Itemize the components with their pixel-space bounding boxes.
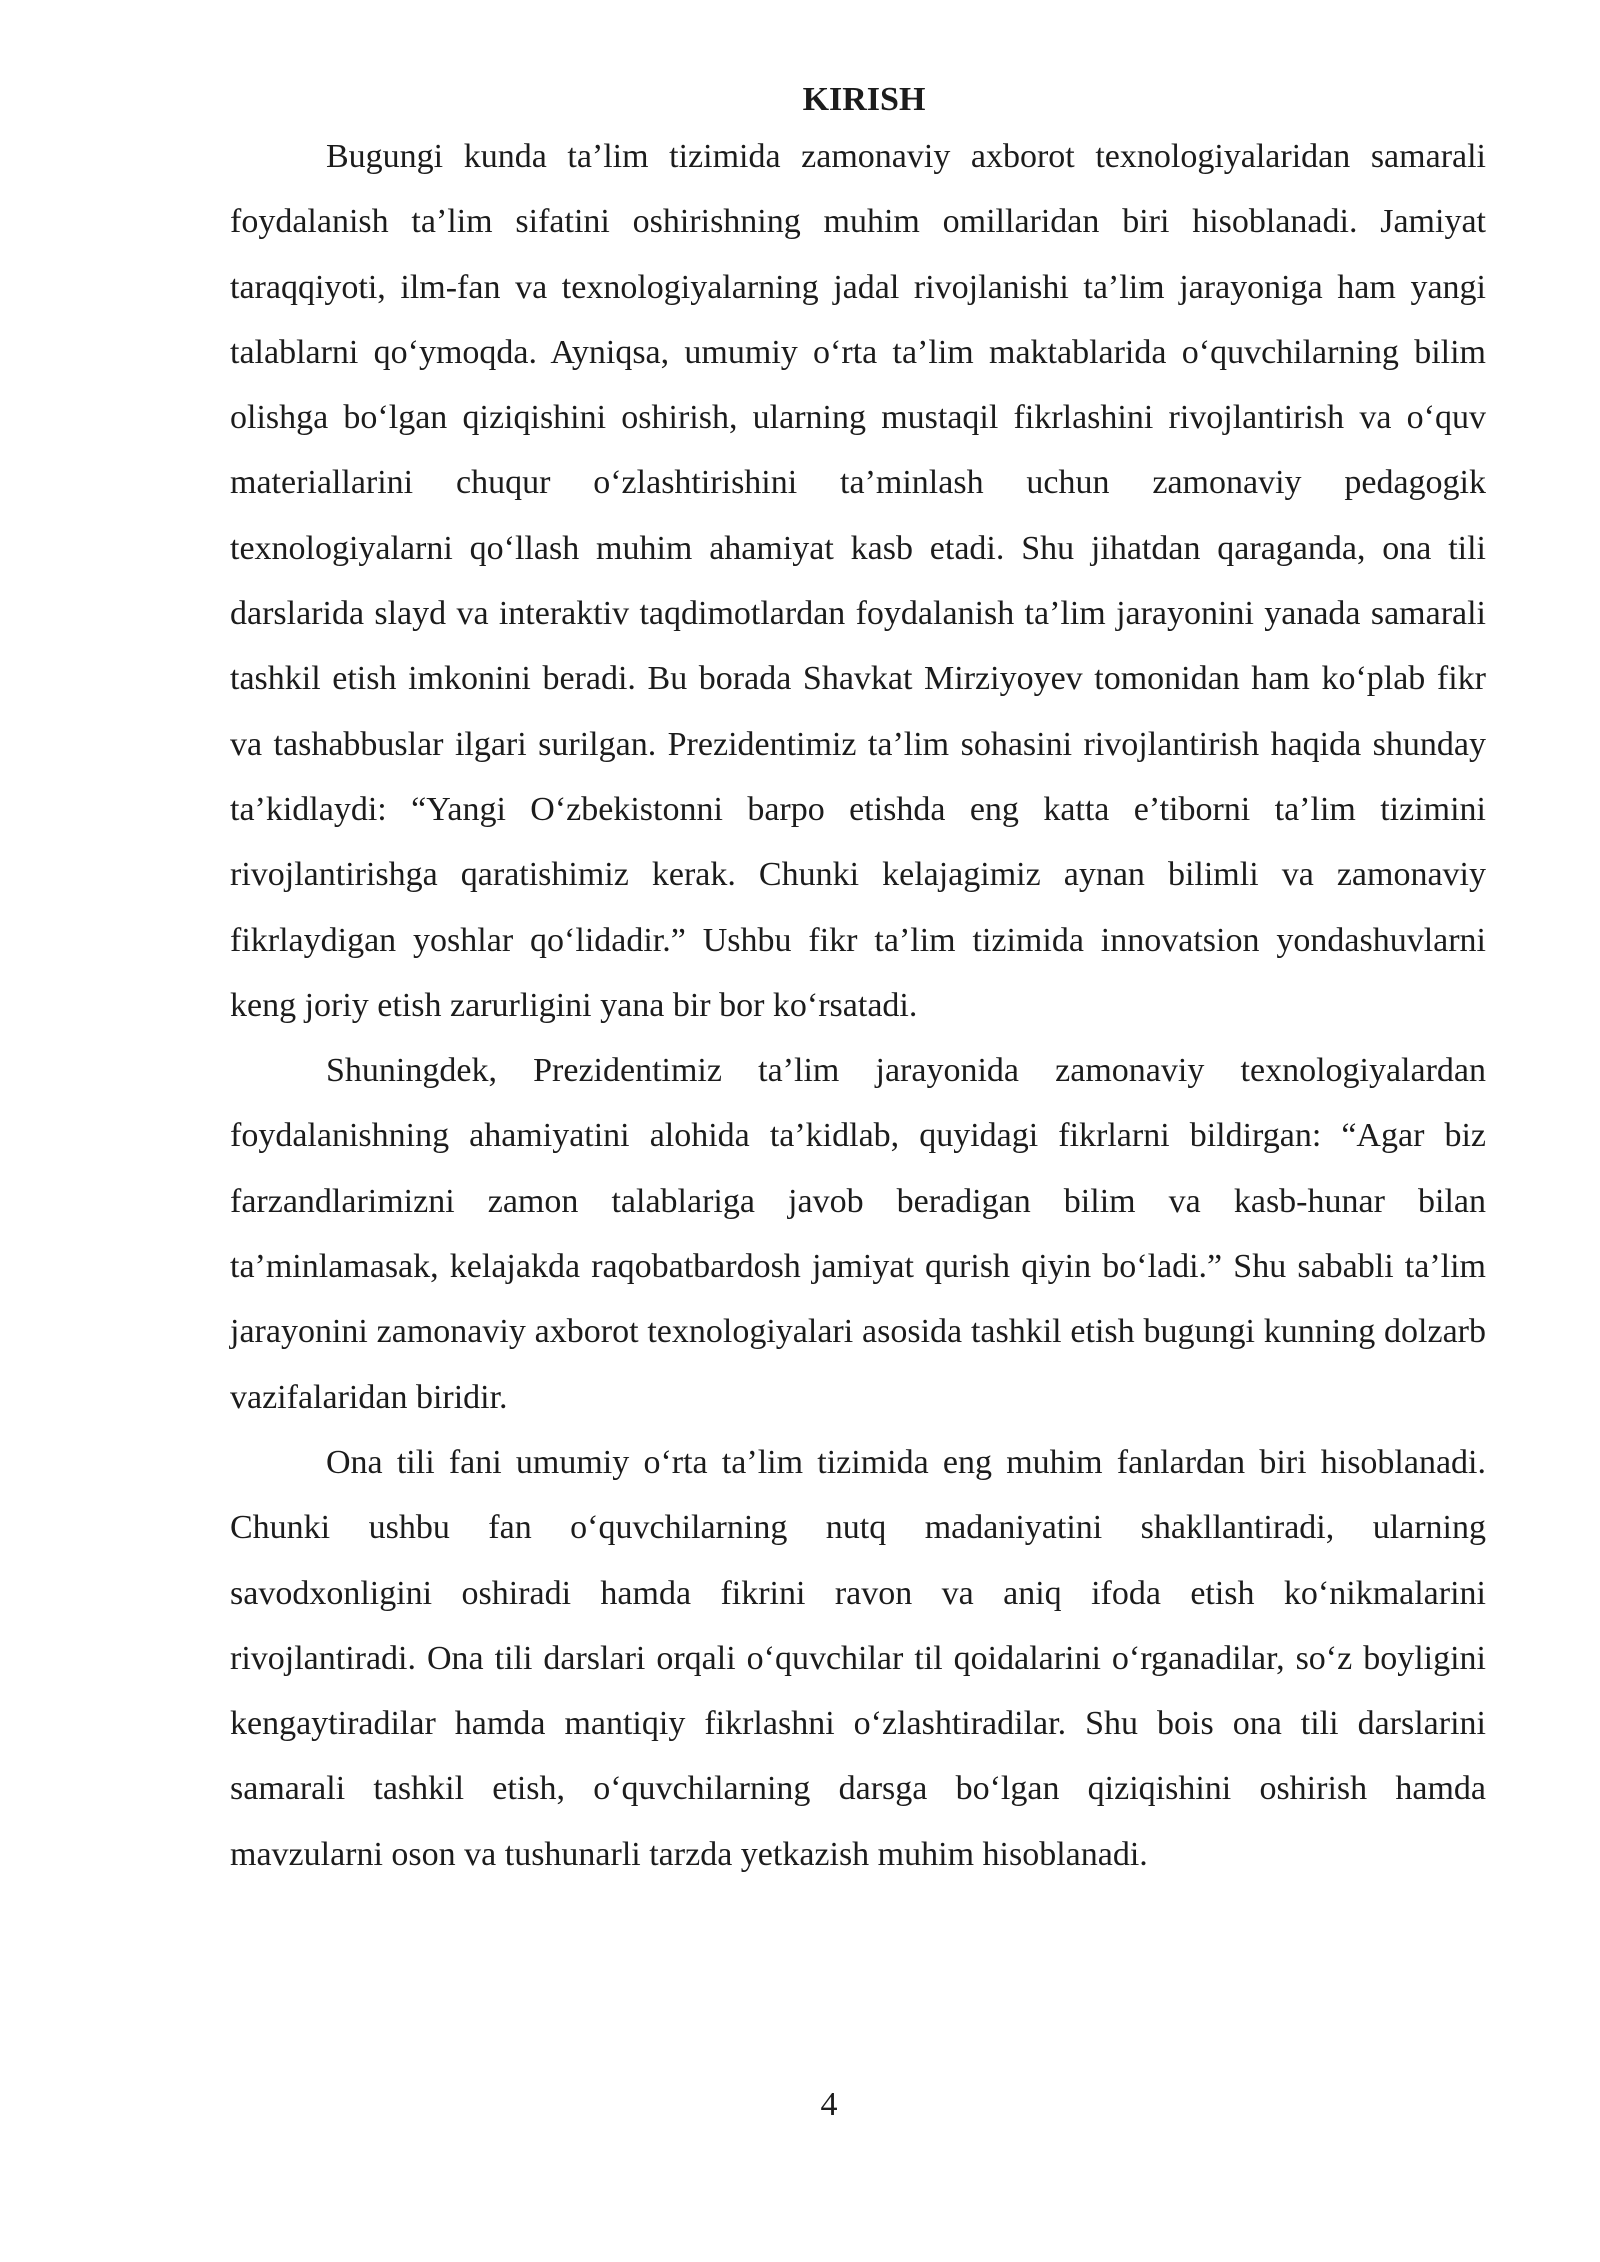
paragraph-3: Ona tili fani umumiy o‘rta ta’lim tizimida eng muhim fanlardan biri hisoblanadi. Chunki ushbu fan o‘quvchilarning nutq madaniyatini shakllantiradi, ularning savodxonligini oshiradi hamda fikrini ravon va aniq ifoda etish ko‘nikmalarini rivojlantiradi. Ona tili darslari orqali o‘quvchilar til qoidalarini o‘rganadilar, so‘z boyligini kengaytiradilar hamda mantiqiy fikrlashni o‘zlashtiradilar. Shu bois ona tili darslarini samarali tashkil etish, o‘quvchilarning darsga bo‘lgan qiziqishini oshirish hamda mavzularni oson va tushunarli tarzda yetkazish muhim hisoblanadi. xyxy=(230,1443,1486,1873)
page-number: 4 xyxy=(820,2086,838,2123)
document-body xyxy=(230,76,1486,1887)
paragraph-1: Bugungi kunda ta’lim tizimida zamonaviy axborot texnologiyalaridan samarali foydalanish ta’lim sifatini oshirishning muhim omillaridan biri hisoblanadi. Jamiyat taraqqiyoti, ilm-fan va texnologiyalarning jadal rivojlanishi ta’lim jarayoniga ham yangi talablarni qo‘ymoqda. Ayniqsa, umumiy o‘rta ta’lim maktablarida o‘quvchilarning bilim olishga bo‘lgan qiziqishini oshirish, ularning mustaqil fikrlashini rivojlantirish va o‘quv materiallarini chuqur o‘zlashtirishini ta’minlash uchun zamonaviy pedagogik texnologiyalarni qo‘llash muhim ahamiyat kasb etadi. Shu jihatdan qaraganda, ona tili darslarida slayd va interaktiv taqdimotlardan foydalanish ta’lim jarayonini yanada samarali tashkil etish imkonini beradi. Bu borada Shavkat Mirziyoyev tomonidan ham ko‘plab fikr va tashabbuslar ilgari surilgan. Prezidentimiz ta’lim sohasini rivojlantirish haqida shunday ta’kidlaydi: “Yangi O‘zbekistonni barpo etishda eng katta e’tiborni ta’lim tizimini rivojlantirishga qaratishimiz kerak. Chunki kelajagimiz aynan bilimli va zamonaviy fikrlaydigan yoshlar qo‘lidadir.” Ushbu fikr ta’lim tizimida innovatsion yondashuvlarni keng joriy etish zarurligini yana bir bor ko‘rsatadi. xyxy=(230,138,1486,1024)
paragraph-2: Shuningdek, Prezidentimiz ta’lim jarayonida zamonaviy texnologiyalardan foydalanishning ahamiyatini alohida ta’kidlab, quyidagi fikrlarni bildirgan: “Agar biz farzandlarimizni zamon talablariga javob beradigan bilim va kasb-hunar bilan ta’minlamasak, kelajakda raqobatbardosh jamiyat qurish qiyin bo‘ladi.” Shu sababli ta’lim jarayonini zamonaviy axborot texnologiyalari asosida tashkil etish bugungi kunning dolzarb vazifalaridan biridir. xyxy=(230,1052,1486,1416)
document-title: KIRISH xyxy=(802,81,926,118)
